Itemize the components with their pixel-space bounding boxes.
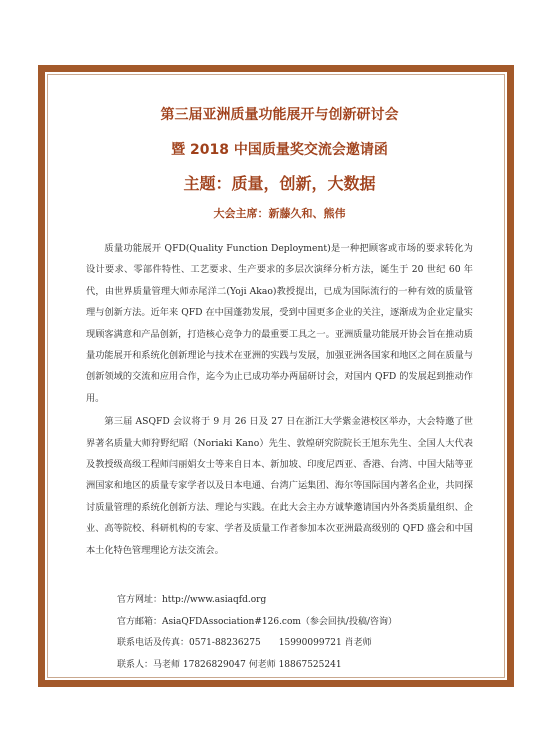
website-line[interactable]: 官方网址：http://www.asiaqfd.org bbox=[117, 595, 267, 606]
theme-heading: 主题：质量，创新，大数据 bbox=[183, 174, 376, 193]
email-line[interactable]: 官方邮箱：AsiaQFDAssociation#126.com（参会回执/投稿/咨询） bbox=[117, 616, 397, 627]
title-line-2: 暨 2018 中国质量奖交流会邀请函 bbox=[171, 142, 388, 158]
conference-paragraph: 第三届 ASQFD 会议将于 9 月 26 日及 27 日在浙江大学紫金港校区举办，大会特邀了世界著名质量大师狩野纪昭（Noriaki Kano）先生、敦煌研究院院长王旭东先生、全国人大代表及教授级高级工程师闫丽娟女士等来自日本、新加坡、印度尼西亚、香港、台湾、中国大陆等亚洲国家和地区的质量专家学者以及日本电通、台湾广运集团、海尔等国际国内著名企业，共同探讨质量管理的系统化创新方法、理论与实践。在此大会主办方诚挚邀请国内外各类质量组织、企业、高等院校、科研机构的专家、学者及质量工作者参加本次亚洲最高级别的 QFD 盛会和中国本土化特色管理理论方法交流会。 bbox=[86, 416, 473, 556]
contact-people-line: 联系人：马老师 17826829047 何老师 18867525241 bbox=[117, 659, 342, 670]
conference-chairs: 大会主席：新藤久和、熊伟 bbox=[213, 207, 346, 220]
invitation-content bbox=[86, 104, 473, 676]
intro-paragraph: 质量功能展开 QFD(Quality Function Deployment)是一种把顾客或市场的要求转化为设计要求、零部件特性、工艺要求、生产要求的多层次演绎分析方法，诞生于 20 世纪 60 年代，由世界质量管理大师赤尾洋二(Yoji Akao)教授提出，已成为国际流行的一种有效的质量管理与创新方法。近年来 QFD 在中国蓬勃发展，受到中国更多企业的关注，逐渐成为企业定量实现顾客满意和产品创新，打造核心竞争力的最重要工具之一。亚洲质量功能展开协会旨在推动质量功能展开和系统化创新理论与技术在亚洲的实践与发展，加强亚洲各国家和地区之间在质量与创新领域的交流和应用合作，迄今为止已成功举办两届研讨会，对国内 QFD 的发展起到推动作用。 bbox=[86, 243, 473, 404]
contact-info bbox=[86, 590, 473, 676]
title-line-1: 第三届亚洲质量功能展开与创新研讨会 bbox=[160, 107, 399, 123]
phone-fax-line: 联系电话及传真：0571-88236275 15990099721 肖老师 bbox=[117, 638, 372, 649]
